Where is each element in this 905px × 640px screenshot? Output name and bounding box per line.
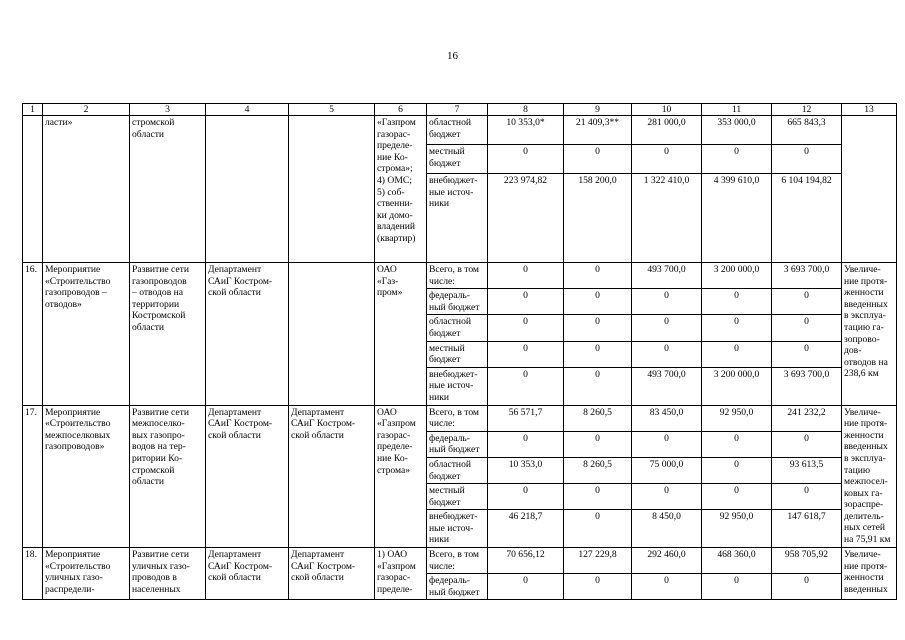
value-cell — [632, 457, 702, 483]
item-name-cell — [43, 116, 130, 263]
item-desc-cell — [130, 548, 206, 600]
item-name-cell — [43, 405, 130, 548]
funding-source-cell — [427, 116, 488, 145]
value-cell — [488, 367, 564, 405]
value-cell — [702, 174, 772, 263]
value-cell — [488, 484, 564, 510]
value-cell-text: 75 000,0 — [649, 458, 684, 470]
value-cell — [772, 431, 842, 457]
value-cell-text: 0 — [804, 316, 809, 328]
value-cell — [772, 315, 842, 341]
executor-cell — [375, 116, 427, 263]
item-desc-cell — [130, 405, 206, 548]
value-cell — [702, 431, 772, 457]
header-cell — [702, 104, 772, 116]
item-number-cell-text: 16. — [25, 264, 37, 275]
coexecutor-cell — [289, 548, 375, 600]
value-cell — [564, 145, 632, 174]
value-cell-text: 0 — [664, 342, 669, 354]
value-cell — [564, 510, 632, 548]
coexecutor-cell-text: Департамент САиГ Костром- ской области — [291, 549, 356, 584]
value-cell — [632, 405, 702, 431]
value-cell-text: 70 656,12 — [506, 549, 545, 561]
value-cell-text: 6 104 194,82 — [781, 175, 832, 186]
value-cell — [702, 116, 772, 145]
header-cell — [206, 104, 289, 116]
funding-source-cell-text: областной бюджет — [429, 316, 472, 339]
value-cell — [488, 145, 564, 174]
table-row — [23, 263, 897, 289]
page-number: 16 — [447, 50, 458, 62]
value-cell — [488, 263, 564, 289]
funding-source-cell-text: местный бюджет — [429, 146, 465, 169]
value-cell-text: 0 — [523, 485, 528, 497]
executor-cell — [375, 548, 427, 600]
result-cell — [842, 263, 897, 406]
item-desc-cell — [130, 263, 206, 406]
value-cell — [632, 548, 702, 574]
result-cell — [842, 116, 897, 263]
value-cell-text: 241 232,2 — [787, 406, 826, 418]
value-cell — [564, 263, 632, 289]
header-cell-text: 5 — [329, 104, 334, 115]
value-cell-text: 0 — [664, 146, 669, 157]
value-cell — [488, 341, 564, 367]
value-cell-text: 0 — [595, 146, 600, 157]
item-name-cell-text: Мероприятие «Строительство уличных газо- распредели- — [45, 549, 111, 595]
value-cell — [564, 367, 632, 405]
value-cell — [488, 116, 564, 145]
value-cell-text: 0 — [734, 458, 739, 470]
item-number-cell — [23, 405, 43, 548]
value-cell — [488, 457, 564, 483]
value-cell-text: 8 260,5 — [583, 458, 612, 470]
value-cell-text: 1 322 410,0 — [643, 175, 690, 186]
value-cell-text: 8 260,5 — [583, 406, 612, 418]
value-cell — [564, 315, 632, 341]
item-name-cell-text: ласти» — [45, 117, 73, 128]
table-row — [23, 116, 897, 145]
budget-table — [22, 103, 897, 600]
item-desc-cell-text: Развитие сети межпоселко- вых газопро- водов на тер- ритории Ко- стромской области — [132, 406, 189, 488]
value-cell — [632, 510, 702, 548]
value-cell — [488, 174, 564, 263]
funding-source-cell-text: Всего, в том числе: — [429, 549, 480, 572]
header-cell-text: 10 — [661, 104, 672, 115]
funding-source-cell-text: областной бюджет — [429, 458, 472, 482]
value-cell-text: 21 409,3** — [575, 117, 620, 128]
value-cell-text: 0 — [595, 264, 600, 275]
table-row — [23, 405, 897, 431]
value-cell — [488, 510, 564, 548]
value-cell-text: 93 613,5 — [789, 458, 824, 470]
value-cell — [564, 548, 632, 574]
value-cell-text: 0 — [734, 342, 739, 354]
value-cell — [564, 289, 632, 315]
value-cell-text: 147 618,7 — [787, 511, 826, 523]
executor-cell-text: ОАО «Газ- пром» — [377, 264, 403, 299]
coexecutor-cell-text: Департамент САиГ Костром- ской области — [291, 406, 356, 441]
value-cell-text: 10 353,0* — [506, 117, 545, 128]
value-cell — [702, 315, 772, 341]
value-cell — [702, 289, 772, 315]
item-number-cell-text: 17. — [25, 406, 37, 418]
value-cell-text: 0 — [523, 264, 528, 275]
value-cell-text: 958 705,92 — [784, 549, 829, 561]
value-cell — [702, 574, 772, 600]
item-number-cell — [23, 263, 43, 406]
value-cell-text: 3 693 700,0 — [783, 264, 830, 275]
value-cell-text: 0 — [523, 368, 528, 380]
value-cell — [702, 405, 772, 431]
value-cell — [772, 484, 842, 510]
funding-source-cell — [427, 367, 488, 405]
header-cell-text: 4 — [244, 104, 250, 115]
funding-source-cell-text: местный бюджет — [429, 485, 465, 508]
funding-source-cell-text: внебюджет- ные источ- ники — [429, 175, 478, 210]
value-cell — [564, 341, 632, 367]
value-cell-text: 10 353,0 — [508, 458, 543, 470]
value-cell — [632, 263, 702, 289]
header-row — [23, 104, 897, 116]
value-cell — [632, 484, 702, 510]
funding-source-cell-text: федераль- ный бюджет — [429, 432, 480, 456]
value-cell — [632, 367, 702, 405]
value-cell — [772, 510, 842, 548]
responsible-cell — [206, 405, 289, 548]
item-name-cell — [43, 263, 130, 406]
funding-source-cell-text: Всего, в том числе: — [429, 264, 480, 287]
result-cell-text: Увеличе- ние протя- женности введенных — [844, 549, 888, 595]
funding-source-cell-text: Всего, в том числе: — [429, 406, 480, 430]
funding-source-cell-text: федераль- ный бюджет — [429, 575, 480, 598]
value-cell-text: 0 — [664, 485, 669, 497]
value-cell — [772, 174, 842, 263]
value-cell-text: 127 229,8 — [578, 549, 617, 561]
item-number-cell-text: 18. — [25, 549, 37, 561]
value-cell — [772, 457, 842, 483]
item-desc-cell-text: Развитие сети уличных газо- проводов в населенных — [132, 549, 190, 595]
value-cell-text: 0 — [523, 146, 528, 157]
funding-source-cell — [427, 174, 488, 263]
value-cell-text: 281 000,0 — [647, 117, 686, 128]
funding-source-cell — [427, 263, 488, 289]
executor-cell-text: ОАО «Газпром газорас- пределе- ние Ко- строма» — [377, 406, 416, 476]
value-cell — [632, 341, 702, 367]
value-cell — [632, 574, 702, 600]
header-cell-text: 12 — [801, 104, 812, 115]
value-cell-text: 0 — [734, 146, 739, 157]
coexecutor-cell — [289, 405, 375, 548]
table-row — [23, 548, 897, 574]
value-cell-text: 353 000,0 — [717, 117, 756, 128]
result-cell — [842, 405, 897, 548]
value-cell-text: 3 693 700,0 — [783, 368, 830, 380]
value-cell-text: 0 — [734, 432, 739, 444]
value-cell — [632, 174, 702, 263]
header-cell-text: 6 — [398, 104, 403, 115]
value-cell-text: 493 700,0 — [647, 264, 686, 275]
value-cell — [632, 289, 702, 315]
value-cell-text: 3 200 000,0 — [713, 368, 760, 380]
item-number-cell — [23, 116, 43, 263]
responsible-cell — [206, 263, 289, 406]
header-cell — [427, 104, 488, 116]
item-name-cell — [43, 548, 130, 600]
value-cell-text: 468 360,0 — [717, 549, 756, 561]
value-cell-text: 493 700,0 — [647, 368, 686, 380]
value-cell — [564, 457, 632, 483]
item-desc-cell-text: Развитие сети газопроводов – отводов на территории Костромской области — [132, 264, 189, 333]
funding-source-cell — [427, 315, 488, 341]
responsible-cell-text: Департамент САиГ Костром- ской области — [208, 406, 273, 441]
funding-source-cell — [427, 145, 488, 174]
header-cell-text: 7 — [454, 104, 460, 115]
value-cell-text: 0 — [734, 316, 739, 328]
value-cell — [488, 431, 564, 457]
value-cell-text: 0 — [664, 432, 669, 444]
value-cell-text: 223 974,82 — [503, 175, 548, 186]
responsible-cell-text: Департамент САиГ Костром- ской области — [208, 549, 273, 584]
coexecutor-cell — [289, 116, 375, 263]
executor-cell-text: 1) ОАО «Газпром газорас- пределе- — [377, 549, 416, 595]
value-cell-text: 0 — [595, 290, 600, 302]
funding-source-cell — [427, 484, 488, 510]
funding-source-cell-text: внебюджет- ные источ- ники — [429, 511, 478, 546]
value-cell — [772, 289, 842, 315]
header-cell-text: 2 — [83, 104, 89, 115]
value-cell-text: 665 843,3 — [787, 117, 826, 128]
item-name-cell-text: Мероприятие «Строительство межпоселковых газопроводов» — [45, 406, 111, 453]
item-number-cell — [23, 548, 43, 600]
value-cell — [702, 263, 772, 289]
header-cell-text: 9 — [595, 104, 600, 115]
value-cell-text: 0 — [595, 485, 600, 497]
value-cell-text: 0 — [664, 316, 669, 328]
value-cell — [772, 367, 842, 405]
value-cell-text: 0 — [804, 290, 809, 302]
value-cell-text: 0 — [523, 432, 528, 444]
value-cell — [564, 431, 632, 457]
header-cell — [375, 104, 427, 116]
value-cell-text: 0 — [595, 575, 600, 587]
value-cell — [564, 574, 632, 600]
item-desc-cell-text: стромской области — [132, 117, 175, 140]
header-cell-text: 3 — [165, 104, 170, 115]
header-cell-text: 13 — [864, 104, 874, 115]
header-cell-text: 8 — [523, 104, 528, 115]
value-cell — [702, 484, 772, 510]
header-cell — [632, 104, 702, 116]
funding-source-cell — [427, 289, 488, 315]
value-cell — [488, 548, 564, 574]
value-cell — [702, 341, 772, 367]
executor-cell — [375, 263, 427, 406]
funding-source-cell — [427, 457, 488, 483]
value-cell-text: 0 — [734, 575, 739, 587]
value-cell-text: 0 — [595, 316, 600, 328]
responsible-cell-text: Департамент САиГ Костром- ской области — [208, 264, 273, 299]
value-cell-text: 46 218,7 — [508, 511, 543, 523]
header-cell — [772, 104, 842, 116]
funding-source-cell — [427, 431, 488, 457]
header-cell — [130, 104, 206, 116]
value-cell-text: 92 950,0 — [719, 406, 754, 418]
value-cell — [702, 510, 772, 548]
value-cell — [772, 574, 842, 600]
value-cell — [488, 574, 564, 600]
value-cell-text: 0 — [804, 485, 809, 497]
value-cell-text: 0 — [595, 432, 600, 444]
item-name-cell-text: Мероприятие «Строительство газопроводов – отводов» — [45, 264, 111, 310]
value-cell-text: 0 — [523, 290, 528, 302]
value-cell — [772, 145, 842, 174]
value-cell-text: 0 — [595, 368, 600, 380]
header-cell-text: 1 — [30, 104, 35, 115]
executor-cell — [375, 405, 427, 548]
value-cell — [564, 174, 632, 263]
value-cell — [564, 116, 632, 145]
value-cell-text: 92 950,0 — [719, 511, 754, 523]
value-cell — [564, 405, 632, 431]
value-cell — [772, 405, 842, 431]
responsible-cell — [206, 116, 289, 263]
value-cell-text: 0 — [664, 575, 669, 587]
value-cell — [488, 315, 564, 341]
funding-source-cell — [427, 574, 488, 600]
value-cell — [488, 289, 564, 315]
header-cell — [842, 104, 897, 116]
value-cell-text: 0 — [734, 485, 739, 497]
value-cell-text: 0 — [804, 146, 809, 157]
value-cell-text: 0 — [595, 511, 600, 523]
value-cell-text: 0 — [523, 316, 528, 328]
value-cell-text: 0 — [734, 290, 739, 302]
value-cell — [632, 116, 702, 145]
value-cell-text: 0 — [523, 575, 528, 587]
value-cell-text: 3 200 000,0 — [713, 264, 760, 275]
value-cell — [632, 431, 702, 457]
header-cell — [23, 104, 43, 116]
header-cell — [564, 104, 632, 116]
funding-source-cell-text: областной бюджет — [429, 117, 472, 140]
value-cell — [702, 457, 772, 483]
value-cell-text: 0 — [595, 342, 600, 354]
header-cell — [43, 104, 130, 116]
header-cell-text: 11 — [731, 104, 742, 115]
value-cell — [702, 145, 772, 174]
value-cell-text: 4 399 610,0 — [713, 175, 760, 186]
header-cell — [289, 104, 375, 116]
funding-source-cell — [427, 548, 488, 574]
value-cell-text: 83 450,0 — [649, 406, 684, 418]
value-cell-text: 0 — [804, 342, 809, 354]
value-cell — [702, 367, 772, 405]
funding-source-cell — [427, 510, 488, 548]
value-cell — [772, 341, 842, 367]
value-cell — [772, 263, 842, 289]
value-cell — [632, 315, 702, 341]
value-cell — [632, 145, 702, 174]
header-cell — [488, 104, 564, 116]
value-cell-text: 0 — [523, 342, 528, 354]
executor-cell-text: «Газпром газорас- пределе- ние Ко- строма»; 4) ОМС; 5) соб- ственни- ки домо- владений (квартир) — [377, 117, 416, 244]
responsible-cell — [206, 548, 289, 600]
value-cell — [488, 405, 564, 431]
value-cell-text: 0 — [664, 290, 669, 302]
value-cell-text: 0 — [804, 575, 809, 587]
result-cell-text: Увеличе- ние протя- женности введенных в эксплуа- тацию га- зопрово- дов- отводов на 238,6 км — [844, 264, 888, 380]
result-cell — [842, 548, 897, 600]
funding-source-cell-text: местный бюджет — [429, 342, 465, 366]
value-cell — [564, 484, 632, 510]
item-desc-cell — [130, 116, 206, 263]
funding-source-cell — [427, 341, 488, 367]
value-cell-text: 158 200,0 — [578, 175, 617, 186]
funding-source-cell-text: федераль- ный бюджет — [429, 290, 480, 313]
value-cell — [772, 116, 842, 145]
value-cell-text: 0 — [804, 432, 809, 444]
value-cell-text: 8 450,0 — [652, 511, 681, 523]
funding-source-cell — [427, 405, 488, 431]
value-cell-text: 292 460,0 — [647, 549, 686, 561]
value-cell — [702, 548, 772, 574]
coexecutor-cell — [289, 263, 375, 406]
funding-source-cell-text: внебюджет- ные источ- ники — [429, 368, 478, 403]
result-cell-text: Увеличе- ние протя- женности введенных в эксплуа- тацию межпосел- ковых га- зораспре- делитель- ных сетей на 75,91 км — [844, 406, 891, 546]
value-cell — [772, 548, 842, 574]
value-cell-text: 56 571,7 — [508, 406, 543, 418]
